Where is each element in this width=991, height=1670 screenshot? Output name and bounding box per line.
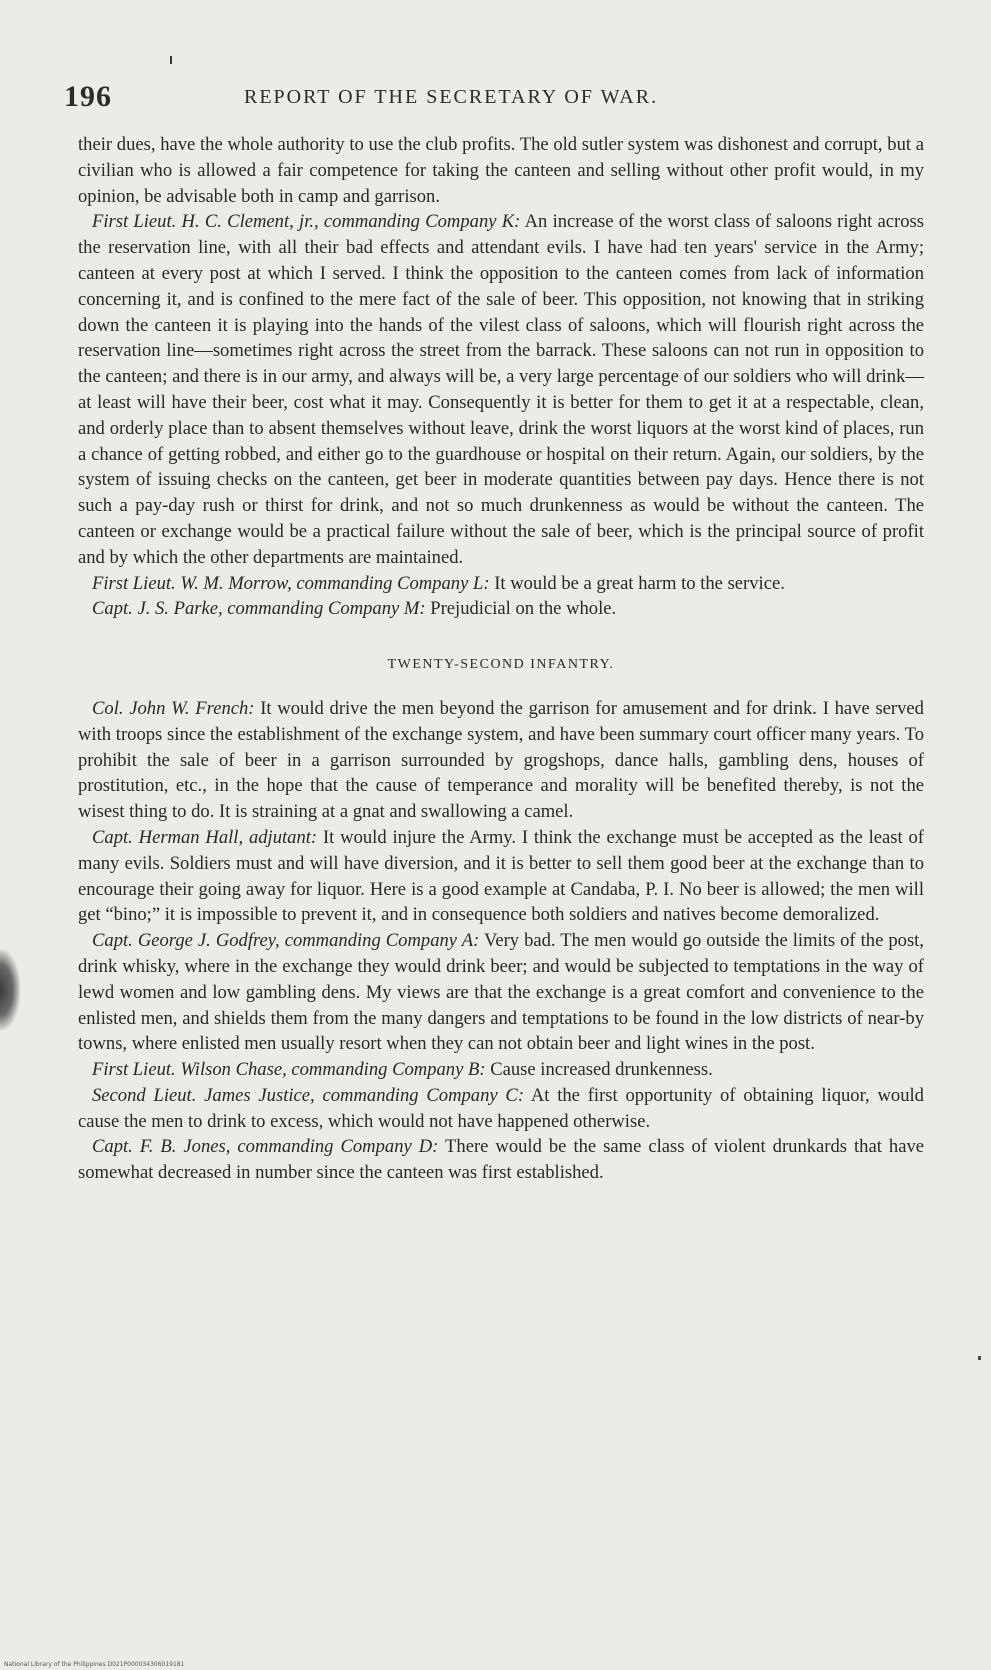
speaker-name: Col. John W. French:: [92, 697, 255, 719]
paragraph-text: It would injure the Army. I think the exchange must be accepted as the least of many evils. Soldiers must and will have diversion, and it is better to sell them good beer at the exchange than to encourage their going away for liquor. Here is a good example at Candaba, P. I. No beer is allowed; the men will get “bino;” it is impossible to prevent it, and in consequence both soldiers and natives become demoralized.: [78, 826, 924, 926]
page-header: [64, 80, 924, 120]
paragraph: [78, 825, 924, 928]
paragraph-text: At the first opportunity of obtaining liquor, would cause the men to drink to excess, which would not have happened otherwise.: [78, 1084, 924, 1132]
paragraph: [78, 696, 924, 825]
speaker-name: Capt. George J. Godfrey, commanding Company A:: [92, 930, 480, 952]
paragraph-text: An increase of the worst class of saloons right across the reservation line, with all their bad effects and attendant evils. I have had ten years' service in the Army; canteen at every post at which I served. I think the opposition to the canteen comes from lack of information concerning it, and is confined to the mere fact of the sale of beer. This opposition, not knowing that in striking down the canteen it is playing into the hands of the vilest class of saloons, which will flourish right across the reservation line—sometimes right across the street from the barrack. These saloons can not run in opposition to the canteen; and there is in our army, and always will be, a very large percentage of our soldiers who will drink—at least will have their beer, cost what it may. Consequently it is better for them to get it at a respectable, clean, and orderly place than to absent themselves without leave, drink the worst liquors at the worst kind of places, run a chance of getting robbed, and either go to the guardhouse or hospital on their return. Again, our soldiers, by the system of issuing checks on the canteen, get beer in moderate quantities between pay days. Hence there is not such a pay-day rush or thirst for drink, and not so much drunkenness as would be without the canteen. The canteen or exchange would be a practical failure without the sale of beer, which is the principal source of profit and by which the other departments are maintained.: [78, 211, 925, 568]
scan-footer: National Library of the Philippines D021P000034306019181: [4, 1661, 185, 1668]
paragraph-text: There would be the same class of violent drunkards that have somewhat decreased in number since the canteen was first established.: [78, 1136, 924, 1184]
paragraph: [78, 209, 924, 570]
paragraph: [78, 1134, 924, 1186]
paragraph-text: their dues, have the whole authority to use the club profits. The old sutler system was dishonest and corrupt, but a civilian who is allowed a fair competence for taking the canteen and selling without other profit would, in my opinion, be advisable both in camp and garrison.: [78, 134, 924, 207]
speaker-name: Second Lieut. James Justice, commanding Company C:: [92, 1084, 525, 1106]
speaker-name: Capt. Herman Hall, adjutant:: [92, 826, 318, 848]
paragraph: [78, 132, 924, 209]
paragraph: [78, 1083, 924, 1135]
running-title: REPORT OF THE SECRETARY OF WAR.: [244, 86, 659, 108]
page-number: 196: [64, 80, 112, 113]
speaker-name: Capt. F. B. Jones, commanding Company D:: [92, 1136, 439, 1158]
paragraph-text: It would be a great harm to the service.: [494, 572, 785, 594]
paragraph: [78, 1057, 924, 1083]
print-mark: [170, 56, 172, 64]
section-heading: TWENTY-SECOND INFANTRY.: [387, 657, 615, 673]
page-body: [78, 132, 924, 1186]
speaker-name: First Lieut. Wilson Chase, commanding Company B:: [92, 1059, 486, 1081]
speaker-name: First Lieut. W. M. Morrow, commanding Company L:: [92, 572, 490, 594]
paragraph-text: Prejudicial on the whole.: [430, 598, 617, 620]
speaker-name: First Lieut. H. C. Clement, jr., commanding Company K:: [92, 211, 521, 233]
print-speck: [978, 1356, 981, 1360]
speaker-name: Capt. J. S. Parke, commanding Company M:: [92, 598, 426, 620]
paragraph: [78, 571, 924, 597]
paragraph-text: Very bad. The men would go outside the limits of the post, drink whisky, where in the exchange they would drink beer; and would be subjected to temptations in the way of lewd women and low gambling dens. My views are that the exchange is a great comfort and convenience to the enlisted men, and shields them from the many dangers and temptations to be found in the low districts of near-by towns, where enlisted men usually resort when they can not obtain beer and light wines in the post.: [78, 930, 924, 1055]
paragraph: [78, 596, 924, 622]
paragraph: [78, 928, 924, 1057]
binding-shadow: [0, 950, 20, 1030]
paragraph-text: It would drive the men beyond the garrison for amusement and for drink. I have served with troops since the establishment of the exchange system, and have been summary court officer many years. To prohibit the sale of beer in a garrison surrounded by grogshops, dance halls, gambling dens, houses of prostitution, etc., in the hope that the cause of temperance and morality will be benefited thereby, is not the wisest thing to do. It is straining at a gnat and swallowing a camel.: [78, 697, 924, 823]
paragraph-text: Cause increased drunkenness.: [490, 1059, 713, 1081]
